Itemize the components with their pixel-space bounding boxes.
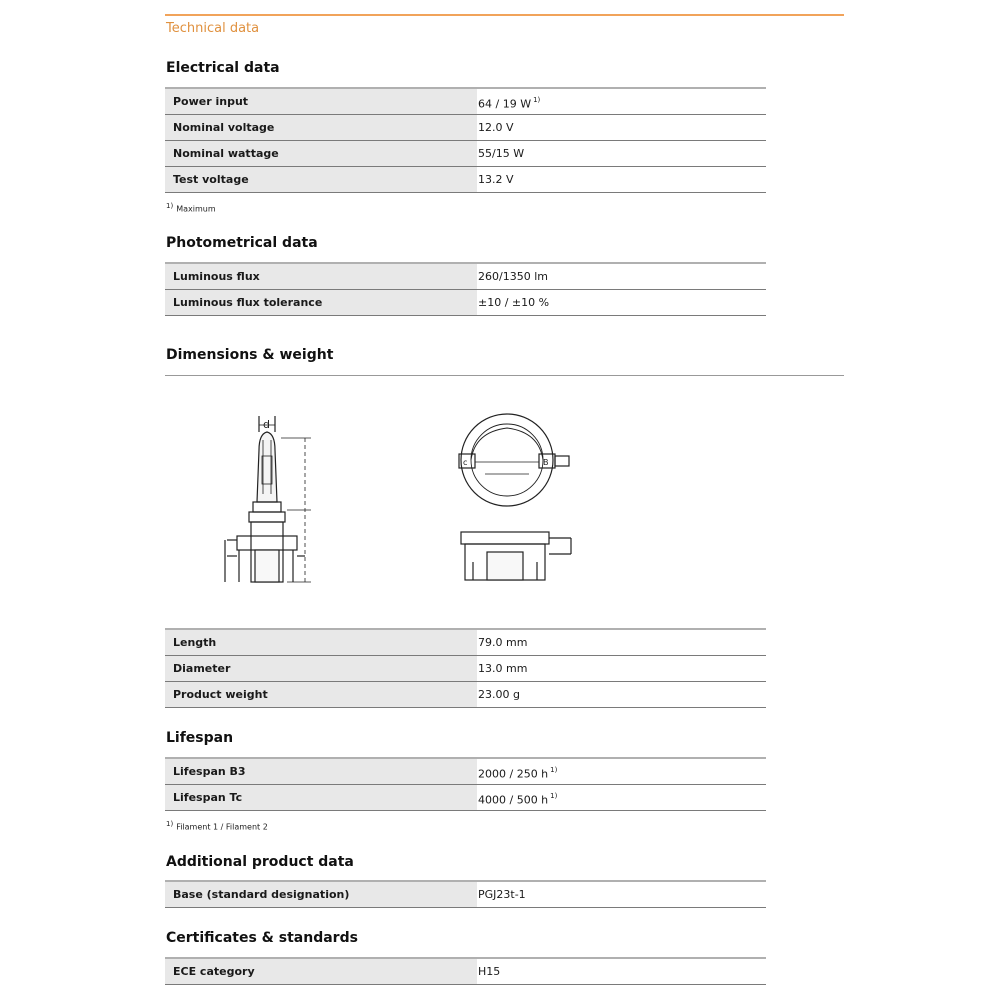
table-row xyxy=(165,759,766,785)
row-value: H15 xyxy=(478,965,501,978)
row-label: Base (standard designation) xyxy=(165,882,477,907)
row-label: Length xyxy=(165,630,477,655)
row-label: Luminous flux xyxy=(165,264,477,289)
row-label: Product weight xyxy=(165,682,477,707)
footnote-mark: 1) xyxy=(550,792,558,800)
row-value: PGJ23t-1 xyxy=(478,888,526,901)
bulb-base-view-drawing xyxy=(455,412,580,592)
table-row xyxy=(165,115,766,141)
bulb-side-view-drawing xyxy=(215,410,315,590)
table-row xyxy=(165,89,766,115)
technical-data-header: Technical data xyxy=(166,21,260,36)
row-label: ECE category xyxy=(165,959,477,984)
dimensions-table xyxy=(165,628,766,708)
row-label: Test voltage xyxy=(165,167,477,192)
lifespan-footnote: $^{1)}$ Filament 1 / Filament 2 xyxy=(166,820,268,832)
photometrical-data-table xyxy=(165,262,766,316)
table-row xyxy=(165,290,766,316)
row-label: Luminous flux tolerance xyxy=(165,290,477,315)
table-row xyxy=(165,785,766,811)
row-label: Lifespan Tc xyxy=(165,785,477,810)
svg-text:c: c xyxy=(463,458,468,467)
row-value: 64 / 19 W $^{1)}$ xyxy=(478,96,541,111)
table-row xyxy=(165,167,766,193)
row-value: 13.2 V xyxy=(478,173,514,186)
table-row xyxy=(165,682,766,708)
electrical-data-title: Electrical data xyxy=(166,60,280,76)
row-value: 12.0 V xyxy=(478,121,514,134)
row-value: ±10 / ±10 % xyxy=(478,296,550,309)
header-rule xyxy=(165,14,844,16)
electrical-data-table xyxy=(165,87,766,193)
table-row xyxy=(165,264,766,290)
lifespan-title: Lifespan xyxy=(166,730,234,746)
electrical-footnote: $^{1)}$ Maximum xyxy=(166,202,216,214)
table-row xyxy=(165,959,766,985)
footnote-mark: 1) xyxy=(550,766,558,774)
dimensions-rule xyxy=(165,375,844,376)
diameter-label: d xyxy=(263,418,270,431)
row-label: Power input xyxy=(165,89,477,114)
row-value: 2000 / 250 h $^{1)}$ xyxy=(478,766,558,781)
row-value: 13.0 mm xyxy=(478,662,528,675)
lifespan-table xyxy=(165,757,766,811)
row-value: 260/1350 lm xyxy=(478,270,548,283)
row-label: Nominal wattage xyxy=(165,141,477,166)
footnote-mark: 1) xyxy=(533,96,541,104)
row-value: 4000 / 500 h $^{1)}$ xyxy=(478,792,558,807)
certificates-standards-title: Certificates & standards xyxy=(166,930,358,946)
row-value: 23.00 g xyxy=(478,688,520,701)
row-value: 55/15 W xyxy=(478,147,525,160)
table-row xyxy=(165,630,766,656)
photometrical-data-title: Photometrical data xyxy=(166,235,318,251)
table-row xyxy=(165,141,766,167)
row-label: Diameter xyxy=(165,656,477,681)
certificates-standards-table xyxy=(165,957,766,985)
row-value: 79.0 mm xyxy=(478,636,528,649)
table-row xyxy=(165,882,766,908)
additional-product-data-title: Additional product data xyxy=(166,854,354,870)
svg-text:B: B xyxy=(543,458,549,467)
table-row xyxy=(165,656,766,682)
row-label: Lifespan B3 xyxy=(165,759,477,784)
additional-product-data-table xyxy=(165,880,766,908)
dimensions-weight-title: Dimensions & weight xyxy=(166,347,334,363)
row-label: Nominal voltage xyxy=(165,115,477,140)
